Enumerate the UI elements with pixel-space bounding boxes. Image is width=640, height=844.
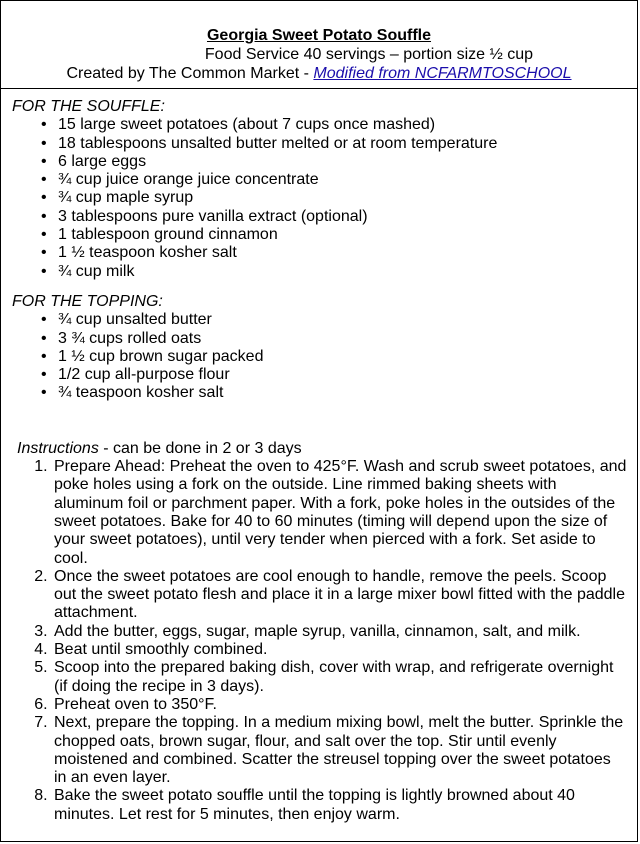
- souffle-ingredient: • ¾ cup juice orange juice concentrate: [58, 171, 627, 189]
- souffle-ingredient: • ¾ cup maple syrup: [58, 189, 627, 207]
- instructions-heading: [12, 440, 627, 458]
- recipe-credit: [1, 64, 637, 83]
- topping-ingredient: • ¾ teaspoon kosher salt: [58, 384, 627, 402]
- souffle-ingredient: • 18 tablespoons unsalted butter melted or at room temperature: [58, 135, 627, 153]
- topping-ingredient: • 3 ¾ cups rolled oats: [58, 330, 627, 348]
- topping-ingredient: • ¾ cup unsalted butter: [58, 311, 627, 329]
- souffle-ingredient: • 1 tablespoon ground cinnamon: [58, 226, 627, 244]
- souffle-ingredient: • 3 tablespoons pure vanilla extract (optional): [58, 208, 627, 226]
- instruction-step: 2. Once the sweet potatoes are cool enough to handle, remove the peels. Scoop out the sweet potato flesh and place it in a large mixer bowl fitted with the paddle attachment.: [52, 568, 627, 623]
- instructions-note: - can be done in 2 or 3 days: [98, 439, 302, 457]
- topping-ingredient-list: [12, 311, 627, 402]
- instruction-step: 6. Preheat oven to 350°F.: [52, 696, 627, 714]
- source-link[interactable]: Modified from NCFARMTOSCHOOL: [313, 65, 572, 82]
- recipe-title: Georgia Sweet Potato Souffle: [206, 27, 432, 44]
- souffle-ingredient: • 1 ½ teaspoon kosher salt: [58, 244, 627, 262]
- topping-ingredient: • 1 ½ cup brown sugar packed: [58, 348, 627, 366]
- souffle-ingredient: • ¾ cup milk: [58, 263, 627, 281]
- instruction-step: 5. Scoop into the prepared baking dish, cover with wrap, and refrigerate overnight (if doing the recipe in 3 days).: [52, 659, 627, 696]
- instruction-step: 4. Beat until smoothly combined.: [52, 641, 627, 659]
- instructions-label: Instructions: [17, 439, 99, 457]
- souffle-ingredient: • 6 large eggs: [58, 153, 627, 171]
- instruction-step: 7. Next, prepare the topping. In a medium mixing bowl, melt the butter. Sprinkle the chopped oats, brown sugar, flour, and salt over the top. Stir until evenly moistened and combined. Scatter the streusel topping over the sweet potatoes in an even layer.: [52, 714, 627, 787]
- souffle-ingredient: • 15 large sweet potatoes (about 7 cups once mashed): [58, 116, 627, 134]
- instruction-step: 1. Prepare Ahead: Preheat the oven to 425°F. Wash and scrub sweet potatoes, and poke holes using a fork on the outside. Line rimmed baking sheets with aluminum foil or parchment paper. With a fork, poke holes in the outsides of the sweet potatoes. Bake for 40 to 60 minutes (timing will depend upon the size of your sweet potatoes), until very tender when pierced with a fork. Set aside to cool.: [52, 458, 627, 568]
- topping-ingredient: • 1/2 cup all-purpose flour: [58, 366, 627, 384]
- credit-prefix: Created by The Common Market -: [66, 65, 314, 82]
- instruction-step: 8. Bake the sweet potato souffle until the topping is lightly browned about 40 minutes. Let rest for 5 minutes, then enjoy warm.: [52, 787, 627, 824]
- souffle-heading: FOR THE SOUFFLE:: [12, 98, 165, 115]
- recipe-body: [1, 89, 637, 824]
- topping-heading: FOR THE TOPPING:: [12, 292, 163, 310]
- recipe-header: [1, 1, 637, 89]
- instruction-step: 3. Add the butter, eggs, sugar, maple syrup, vanilla, cinnamon, salt, and milk.: [52, 623, 627, 641]
- souffle-ingredient-list: [12, 116, 627, 281]
- recipe-servings: Food Service 40 servings – portion size ½ cup: [204, 46, 534, 63]
- instruction-steps: [12, 458, 627, 824]
